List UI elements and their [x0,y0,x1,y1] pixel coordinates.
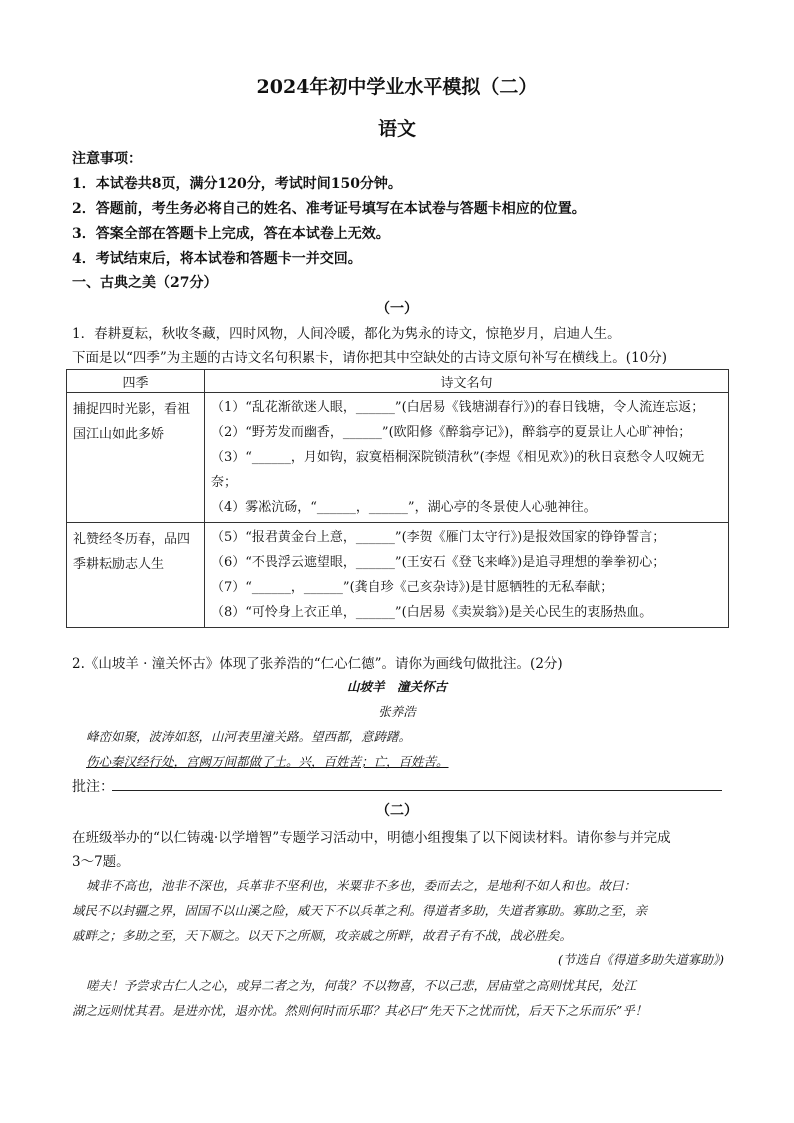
section-heading: 一、古典之美（27分） [72,275,218,291]
fill-in-item[interactable]: （4）雾凇沆砀，“______，______”，湖心亭的冬景使人心驰神往。 [211,500,597,515]
fill-in-item[interactable]: （5）“报君黄金台上意，______”(李贺《雁门太守行》)是报效国家的铮铮誓言； [211,530,666,545]
poem-line: 峰峦如聚，波涛如怒，山河表里潼关路。望西都，意踌躇。 [86,729,412,744]
fill-in-item[interactable]: （8）“可怜身上衣正单，______”(白居易《卖炭翁》)是关心民生的衷肠热血。 [211,605,653,620]
passage-line: 湖之远则忧其君。是进亦忧，退亦忧。然则何时而乐耶？其必曰“先天下之忧而忧，后天下之乐而乐”乎！ [72,1003,648,1018]
season-cell: 捕捉四时光影，看祖国江山如此多娇 [67,393,205,523]
part-two-marker: （二） [376,803,418,819]
annotation-answer-line[interactable] [112,789,722,791]
passage-line: 域民不以封疆之界，固国不以山溪之险，威天下不以兵革之利。得道者多助，失道者寡助。寡助之至，亲 [72,903,648,918]
exam-title: 2024年初中学业水平模拟（二） [256,76,538,98]
reading-intro-line-2: 3～7题。 [72,854,130,870]
poem-lines-cell [205,393,729,523]
fill-in-item[interactable]: （1）“乱花渐欲迷人眼，______”(白居易《钱塘湖春行》)的春日钱塘，令人流连忘返； [211,400,705,415]
fill-in-item[interactable]: （3）“______，月如钩，寂寞梧桐深院锁清秋”(李煜《相见欢》)的秋日哀愁令人叹婉无奈； [211,450,705,490]
passage-source: (节选自《得道多助失道寡助》) [557,952,724,967]
question-1-line-1: 1．春耕夏耘，秋收冬藏，四时风物，人间冷暖，都化为隽永的诗文，惊艳岁月，启迪人生。 [72,326,621,342]
question-2: 2.《山坡羊 · 潼关怀古》体现了张养浩的“仁心仁德”。请你为画线句做批注。(2分) [72,656,563,672]
notice-item: 4．考试结束后，将本试卷和答题卡一并交回。 [72,251,362,267]
notice-item: 2．答题前，考生务必将自己的姓名、准考证号填写在本试卷与答题卡相应的位置。 [72,201,586,217]
part-one-marker: （一） [376,301,418,317]
table-header-season: 四季 [67,370,205,393]
reading-intro-line-1: 在班级举办的“以仁铸魂·以学增智”专题学习活动中，明德小组搜集了以下阅读材料。请你参与并完成 [72,830,671,846]
subject-title: 语文 [377,118,416,140]
passage-line: 戚畔之；多助之至，天下顺之。以天下之所顺，攻亲戚之所畔，故君子有不战，战必胜矣。 [72,928,573,943]
notice-heading: 注意事项： [72,151,142,167]
annotation-label: 批注： [72,779,114,795]
fill-in-item[interactable]: （7）“______，______”(龚自珍《己亥杂诗》)是甘愿牺牲的无私奉献； [211,580,614,595]
poem-author: 张养浩 [378,704,416,719]
passage-line: 城非不高也，池非不深也，兵革非不坚利也，米粟非不多也，委而去之，是地利不如人和也。故曰： [86,878,637,893]
poem-lines-cell [205,523,729,628]
fill-in-item[interactable]: （6）“不畏浮云遮望眼，______”(王安石《登飞来峰》)是追寻理想的拳拳初心； [211,555,666,570]
table-header-lines: 诗文名句 [205,370,729,393]
question-1-line-2: 下面是以“四季”为主题的古诗文名句积累卡，请你把其中空缺处的古诗文原句补写在横线上。(10分) [72,350,668,366]
poem-title: 山坡羊 潼关怀古 [346,679,447,694]
passage-line: 嗟夫！予尝求古仁人之心，或异二者之为，何哉？不以物喜，不以己悲，居庙堂之高则忧其民，处江 [86,978,637,993]
notice-item: 1．本试卷共8页，满分120分，考试时间150分钟。 [72,176,402,192]
notice-item: 3．答案全部在答题卡上完成，答在本试卷上无效。 [72,226,390,242]
fill-in-item[interactable]: （2）“野芳发而幽香，______”(欧阳修《醉翁亭记》)，醉翁亭的夏景让人心旷神怡； [211,425,692,440]
season-cell: 礼赞经冬历春，品四季耕耘励志人生 [67,523,205,628]
poem-underlined-line: 伤心秦汉经行处，宫阙万间都做了土。兴，百姓苦；亡，百姓苦。 [86,754,449,769]
poem-card-table [66,369,729,628]
